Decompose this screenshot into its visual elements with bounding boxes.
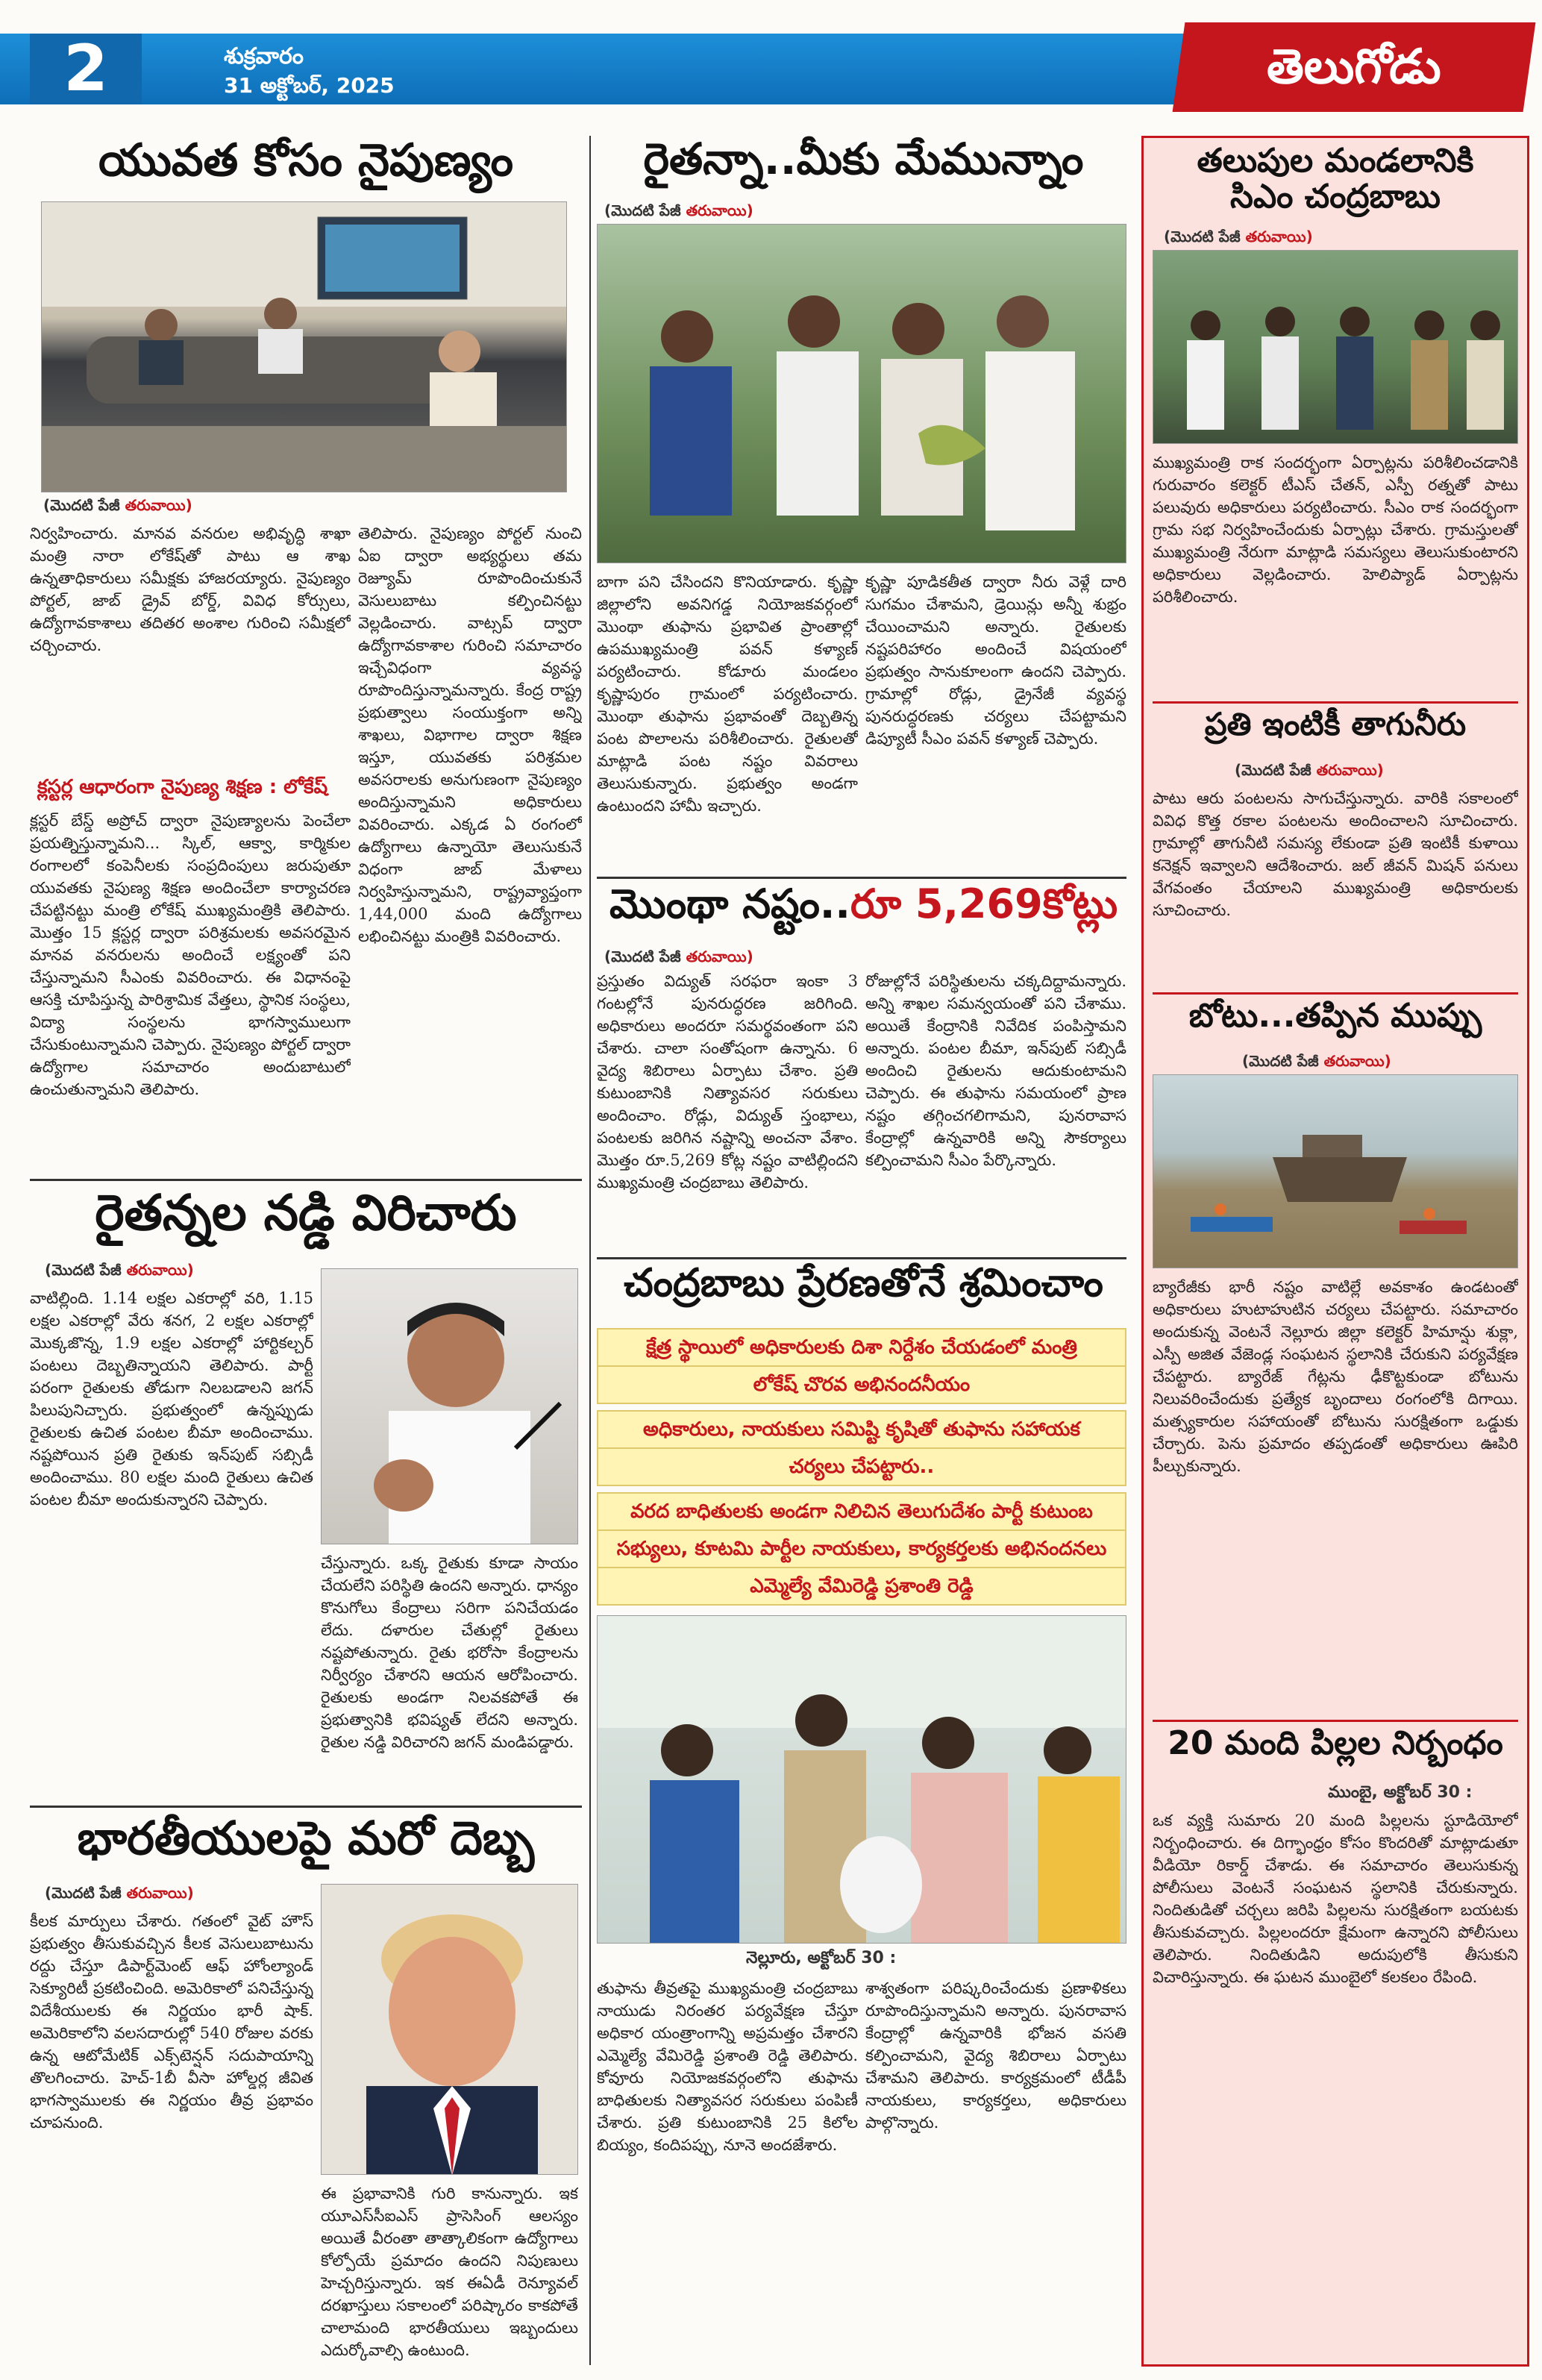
story2-body-part1: వాటిల్లింది. 1.14 లక్షల ఎకరాల్లో వరి, 1.15 లక్షల ఎకరాల్లో వేరు శనగ, 2 లక్షల ఎకరాల్లో మొక్కజొన్న, 1.9 లక్షల ఎకరాల్లో హార్టికల్చర్ పంటలు దెబ్బతిన్నాయని తెలిపారు. పార్టీ పరంగా రైతులకు తోడుగా నిలబడాలని జగన్ పిలుపునిచ్చారు. ప్రభుత్వంలో ఉన్నప్పుడు రైతులకు ఉచిత పంటల బీమా అందించాము. నష్టపోయిన ప్రతి రైతుకు ఇన్‌పుట్ సబ్సిడీ అందించాము. 80 లక్షల మంది రైతులు ఉచిత పంటల బీమా అందుకున్నారని చెప్పారు. <box>30 1289 313 1509</box>
story1-body-part1: నిర్వహించారు. మానవ వనరుల అభివృద్ధి శాఖా మంత్రి నారా లోకేష్‌తో పాటు ఆ శాఖ ఉన్నతాధికారులు సమీక్షకు హాజరయ్యారు. నైపుణ్యం పోర్టల్, జాబ్ డ్రైవ్ బోర్డ్, వివిధ కోర్సులు, ఉద్యోగావకాశాలు తదితర అంశాల గురించి సమీక్షలో చర్చించారు. <box>30 524 351 654</box>
sidebar-story4-body: ఒక వ్యక్తి సుమారు 20 మంది పిల్లలను స్టూడియోలో నిర్బంధించారు. ఈ దిగ్భాంధ్రం కోసం కొందరితో మాట్లాడుతూ వీడియో రికార్డ్ చేశాడు. ఈ సమాచారం తెలుసుకున్న పోలీసులు వెంటనే సంఘటన స్థలానికి చేరుకున్నారు. నిందితుడితో చర్చలు జరిపి పిల్లలను సురక్షితంగా బయటకు తీసుకువచ్చారు. పిల్లలందరూ క్షేమంగా ఉన్నారని పోలీసులు తెలిపారు. నిందితుడిని అదుపులోకి తీసుకుని విచారిస్తున్నారు. ఈ ఘటన ముంబైలో కలకలం రేపింది. <box>1153 1811 1518 1986</box>
divider <box>1153 1720 1518 1722</box>
story3-body-part2: ఈ ప్రభావానికి గురి కానున్నారు. ఇక యూఎస్‌సీఐఎస్ ప్రాసెసింగ్ ఆలస్యం అయితే వీరంతా తాత్కాలికంగా ఉద్యోగాలు కోల్పోయే ప్రమాదం ఉందని నిపుణులు హెచ్చరిస్తున్నారు. ఇక ఈఏడీ రెన్యూవల్ దరఖాస్తులు సకాలంలో పరిష్కారం కాకపోతే చాలామంది భారతీయులు ఇబ్బందులు ఎదుర్కోవాల్సి ఉంటుంది. <box>321 2185 578 2359</box>
story2-headline: రైతన్నల నడ్డి విరిచారు <box>95 1186 517 1241</box>
story6-body-part1: తుఫాను తీవ్రతపై ముఖ్యమంత్రి చంద్రబాబు నాయుడు నిరంతర పర్యవేక్షణ చేస్తూ అధికార యంత్రాంగాన్ని అప్రమత్తం చేశారని ఎమ్మెల్యే వేమిరెడ్డి ప్రశాంతి రెడ్డి తెలిపారు. కోవూరు నియోజకవర్గంలోని తుఫాను బాధితులకు నిత్యావసర సరుకులు పంపిణీ చేశారు. ప్రతి కుటుంబానికి 25 కిలోల బియ్యం, కందిపప్పు, నూనె అందజేశారు. <box>597 1979 858 2154</box>
sidebar-story2-body: పాటు ఆరు పంటలను సాగుచేస్తున్నారు. వారికి సకాలంలో వివిధ కొత్త రకాల పంటలను అందించాలని సూచించారు. గ్రామాల్లో తాగునీటి సమస్య లేకుండా ప్రతి ఇంటికీ కుళాయి కనెక్షన్ ఇవ్వాలని ఆదేశించారు. జల్ జీవన్ మిషన్ పనులు వేగవంతం చేయాలని ముఖ్యమంత్రి అధికారులకు సూచించారు. <box>1153 789 1518 919</box>
story6-banner-line2: లోకేష్ చొరవ అభినందనీయం <box>597 1365 1126 1404</box>
story1-body-part3: తెలిపారు. నైపుణ్యం పోర్టల్ నుంచి ఏఐ ద్వారా అభ్యర్థులు తమ రెజ్యూమ్ రూపొందించుకునే వెసులుబాటు కల్పించినట్టు వెల్లడించారు. వాట్సప్ ద్వారా ఉద్యోగావకాశాల గురించి సమాచారం ఇచ్చేవిధంగా వ్యవస్థ రూపొందిస్తున్నామన్నారు. కేంద్ర రాష్ట్ర ప్రభుత్వాలు సంయుక్తంగా అన్ని శాఖలు, విభాగాల ద్వారా శిక్షణ ఇస్తూ, యువతకు పరిశ్రమల అవసరాలకు అనుగుణంగా నైపుణ్యం అందిస్తున్నామని అధికారులు వివరించారు. ఎక్కడ ఏ రంగంలో ఉద్యోగాలు ఉన్నాయో తెలుసుకునే విధంగా జాబ్ మేళాలు నిర్వహిస్తున్నామని, రాష్ట్రవ్యాప్తంగా 1,44,000 మంది ఉద్యోగాలు లభించినట్టు మంత్రికి వివరించారు. <box>358 524 582 945</box>
sidebar-story4-headline: 20 మంది పిల్లల నిర్బంధం <box>1168 1726 1503 1762</box>
story6-banner-line5: వరద బాధితులకు అండగా నిలిచిన తెలుగుదేశం పార్టీ కుటుంబ <box>597 1492 1126 1531</box>
sidebar-story2-headline-wrap <box>1153 707 1518 760</box>
sidebar-story2-headline: ప్రతి ఇంటికీ తాగునీరు <box>1204 707 1467 742</box>
story4-body-part1: బాగా పని చేసిందని కొనియాడారు. కృష్ణా జిల్లాలోని అవనిగడ్డ నియోజకవర్గంలో మొంథా తుఫాను ప్రభావిత ప్రాంతాల్లో ఉపముఖ్యమంత్రి పవన్ కళ్యాణ్ పర్యటించారు. కోడూరు మండలం కృష్ణాపురం గ్రామంలో పర్యటించారు. మొంథా తుఫాను ప్రభావంతో దెబ్బతిన్న పంట పొలాలను పరిశీలించారు. రైతులతో మాట్లాడి పంట నష్టం వివరాలు తెలుసుకున్నారు. ప్రభుత్వం అండగా ఉంటుందని హామీ ఇచ్చారు. <box>597 573 858 815</box>
sidebar-story1-body: ముఖ్యమంత్రి రాక సందర్భంగా ఏర్పాట్లను పరిశీలించడానికి గురువారం కలెక్టర్ టీఎస్ చేతన్, ఎస్పీ రత్నతో పాటు పలువురు అధికారులు పర్యటించారు. సీఎం రాక సందర్భంగా గ్రామ సభ నిర్వహించేందుకు ఏర్పాట్లు చేశారు. గ్రామస్తులతో ముఖ్యమంత్రి నేరుగా మాట్లాడి సమస్యలు తెలుసుకుంటారని అధికారులు వెల్లడించారు. హెలిప్యాడ్ ఏర్పాట్లను పరిశీలించారు. <box>1153 454 1518 606</box>
story6-banner-line3: అధికారులు, నాయకులు సమిష్టి కృషితో తుఫాను సహాయక <box>597 1410 1126 1449</box>
sidebar-story3-headline: బోటు...తప్పిన ముప్పు <box>1188 998 1482 1035</box>
divider <box>30 1179 582 1181</box>
sidebar-story1-photo <box>1153 250 1518 444</box>
story4-headline: రైతన్నా..మీకు మేమున్నాం <box>643 136 1084 184</box>
story5-body-part2: రోజుల్లోనే పరిస్థితులను చక్కదిద్దామన్నారు. అన్ని శాఖల సమన్వయంతో పని చేశాము. అయితే కేంద్రానికి నివేదిక పంపిస్తామని అన్నారు. పంటల బీమా, ఇన్‌పుట్ సబ్సిడీ అందించి రైతులను ఆదుకుంటామని చెప్పారు. ఈ తుఫాను సమయంలో ప్రాణ నష్టం తగ్గించగలిగామని, పునరావాస కేంద్రాల్లో ఉన్నవారికి అన్ని సౌకర్యాలు కల్పించామని సీఎం పేర్కొన్నారు. <box>865 972 1126 1169</box>
story2-byline: (మొదటి పేజీ తరువాయి) <box>45 1261 194 1279</box>
story3-headline: భారతీయులపై మరో దెబ్బ <box>77 1813 535 1865</box>
story2-headline-wrap <box>30 1186 582 1253</box>
header-day: శుక్రవారం <box>224 43 304 69</box>
story4-field-photo <box>597 224 1126 563</box>
story1-subhead: క్లస్టర్ల ఆధారంగా నైపుణ్య శిక్షణ : లోకేష్ <box>37 776 328 798</box>
story6-distribution-photo <box>597 1615 1126 1944</box>
sidebar-story1-headline-wrap <box>1153 143 1518 225</box>
story5-headline-wrap <box>597 882 1130 942</box>
story5-headline-amount: రూ 5,269కోట్లు <box>850 882 1118 927</box>
story5-headline-main: మొంథా నష్టం.. <box>609 882 850 927</box>
sidebar-story3-headline-wrap <box>1153 998 1518 1050</box>
story4-headline-wrap <box>597 136 1130 195</box>
story6-dateline: నెల్లూరు, అక్టోబర్ 30 : <box>746 1949 897 1967</box>
story1-meeting-photo <box>41 201 567 492</box>
divider <box>1153 992 1518 995</box>
story5-body-part1: ప్రస్తుతం విద్యుత్ సరఫరా ఇంకా 3 గంటల్లోనే పునరుద్ధరణ జరిగింది. అధికారులు అందరూ సమర్థవంతంగా పని చేశారు. చాలా సంతోషంగా ఉన్నాను. 6 వైద్య శిబిరాలు ఏర్పాటు చేశాం. ప్రతి కుటుంబానికి నిత్యావసర సరుకులు అందించాం. రోడ్లు, విద్యుత్ స్తంభాలు, పంటలకు జరిగిన నష్టాన్ని అంచనా వేశాం. మొత్తం రూ.5,269 కోట్ల నష్టం వాటిల్లిందని ముఖ్యమంత్రి చంద్రబాబు తెలిపారు. <box>597 972 858 1191</box>
masthead-logo: తెలుగోడు <box>1173 22 1536 112</box>
divider <box>30 1806 582 1808</box>
sidebar-story1-headline-l2: సిఎం చంద్రబాబు <box>1229 178 1441 216</box>
sidebar-story3-byline: (మొదటి పేజీ తరువాయి) <box>1242 1052 1391 1070</box>
divider <box>597 877 1126 879</box>
story3-body-part1: కీలక మార్పులు చేశారు. గతంలో వైట్ హౌస్ ప్రభుత్వం తీసుకువచ్చిన కీలక వెసులుబాటును రద్దు చేస్తూ డిపార్ట్‌మెంట్ ఆఫ్ హోంల్యాండ్ సెక్యూరిటీ ప్రకటించింది. అమెరికాలో పనిచేస్తున్న విదేశీయులకు ఈ నిర్ణయం భారీ షాక్. అమెరికాలోని వలసదారుల్లో 540 రోజుల వరకు ఉన్న ఆటోమేటిక్ ఎక్స్‌టెన్షన్ సదుపాయాన్ని తొలగించారు. హెచ్-1బీ వీసా హోల్డర్ల జీవిత భాగస్వాములకు ఈ నిర్ణయం తీవ్ర ప్రభావం చూపనుంది. <box>30 1912 313 2132</box>
story6-banner-line1: క్షేత్ర స్థాయిలో అధికారులకు దిశా నిర్దేశం చేయడంలో మంత్రి <box>597 1328 1126 1367</box>
story3-byline: (మొదటి పేజీ తరువాయి) <box>45 1884 194 1902</box>
sidebar-story3-boat-photo <box>1153 1074 1518 1268</box>
story6-banner-line7: ఎమ్మెల్యే వేమిరెడ్డి ప్రశాంతి రెడ్డి <box>597 1567 1126 1606</box>
story1-headline-wrap <box>30 136 582 195</box>
sidebar-story4-headline-wrap <box>1153 1726 1518 1778</box>
divider <box>1153 701 1518 704</box>
story4-byline: (మొదటి పేజీ తరువాయి) <box>604 201 753 219</box>
column-divider <box>589 136 591 2365</box>
sidebar-story1-byline: (మొదటి పేజీ తరువాయి) <box>1164 228 1313 245</box>
story6-headline: చంద్రబాబు ప్రేరణతోనే శ్రమించాం <box>624 1262 1103 1306</box>
divider <box>597 1257 1126 1259</box>
story1-byline: (మొదటి పేజీ తరువాయి) <box>43 496 192 514</box>
story6-banner-line4: చర్యలు చేపట్టారు.. <box>597 1447 1126 1486</box>
story3-headline-wrap <box>30 1813 582 1880</box>
story2-body-part2: చేస్తున్నారు. ఒక్క రైతుకు కూడా సాయం చేయలేని పరిస్థితి ఉందని అన్నారు. ధాన్యం కొనుగోలు కేంద్రాలు సరిగా పనిచేయడం లేదు. దళారుల చేతుల్లో రైతులు నష్టపోతున్నారు. రైతు భరోసా కేంద్రాలను నిర్వీర్యం చేశారని ఆయన ఆరోపించారు. రైతులకు అండగా నిలవకపోతే ఈ ప్రభుత్వానికి భవిష్యత్ లేదని అన్నారు. రైతుల నడ్డి విరిచారని జగన్ మండిపడ్డారు. <box>321 1554 578 1751</box>
header-band <box>0 34 1209 104</box>
story2-jagan-photo <box>321 1268 578 1544</box>
story6-body-part2: శాశ్వతంగా పరిష్కరించేందుకు ప్రణాళికలు రూపొందిస్తున్నామని అన్నారు. పునరావాస కేంద్రాల్లో ఉన్నవారికి భోజన వసతి కల్పించామని, వైద్య శిబిరాలు ఏర్పాటు చేశామని తెలిపారు. కార్యక్రమంలో టీడీపీ నాయకులు, కార్యకర్తలు, అధికారులు పాల్గొన్నారు. <box>865 1979 1126 2132</box>
sidebar-story3-body: బ్యారేజీకు భారీ నష్టం వాటిల్లే అవకాశం ఉండటంతో అధికారులు హుటాహుటిన చర్యలు చేపట్టారు. సమాచారం అందుకున్న వెంటనే నెల్లూరు జిల్లా కలెక్టర్ హిమాన్షు శుక్లా, ఎస్పీ అజిత వేజెండ్ల సంఘటన స్థలానికి చేరుకుని పర్యవేక్షణ చేపట్టారు. బ్యారేజ్ గేట్లను ఢీకొట్టకుండా బోటును నిలువరించేందుకు ప్రత్యేక బృందాలు రంగంలోకి దిగాయి. మత్స్యకారుల సహాయంతో బోటును సురక్షితంగా ఒడ్డుకు చేర్చారు. పెను ప్రమాదం తప్పడంతో అధికారులు ఊపిరి పీల్చుకున్నారు. <box>1153 1278 1518 1475</box>
story6-headline-wrap <box>597 1262 1130 1322</box>
page-number: 2 <box>30 34 142 104</box>
story1-body-part2: క్లస్టర్ బేస్డ్ అప్రోచ్ ద్వారా నైపుణ్యాలను పెంచేలా ప్రయత్నిస్తున్నామని... స్కిల్, ఆక్వా, కార్మికుల రంగాలలో కంపెనీలకు సంప్రదింపులు జరుపుతూ యువతకు నైపుణ్య శిక్షణ అందించేలా కార్యాచరణ చేపట్టినట్టు మంత్రి లోకేష్ ముఖ్యమంత్రికి తెలిపారు. మొత్తం 15 క్లస్టర్ల ద్వారా పరిశ్రమలకు అవసరమైన మానవ వనరులను అందించే లక్ష్యంతో పని చేస్తున్నామని సీఎంకు వివరించారు. ఈ విధానంపై ఆసక్తి చూపిస్తున్న పారిశ్రామిక వేత్తలు, స్థానిక సంస్థలు, విద్యా సంస్థలను భాగస్వాములుగా చేసుకుంటున్నామని చెప్పారు. నైపుణ్యం పోర్టల్ ద్వారా ఉద్యోగాల సమాచారం అందుబాటులో ఉంచుతున్నామని తెలిపారు. <box>30 812 351 1098</box>
header-date: 31 అక్టోబర్, 2025 <box>224 73 395 98</box>
story3-trump-photo <box>321 1884 578 2175</box>
story1-headline: యువత కోసం నైపుణ్యం <box>98 136 514 187</box>
sidebar-story1-headline-l1: తలుపుల మండలానికి <box>1197 143 1474 180</box>
story5-byline: (మొదటి పేజీ తరువాయి) <box>604 948 753 965</box>
sidebar-story2-byline: (మొదటి పేజీ తరువాయి) <box>1235 761 1384 779</box>
page-header <box>0 0 1542 112</box>
story6-banner-line6: సభ్యులు, కూటమి పార్టీల నాయకులు, కార్యకర్తలకు అభినందనలు <box>597 1529 1126 1568</box>
sidebar-story4-dateline: ముంబై, అక్టోబర్ 30 : <box>1328 1783 1473 1802</box>
story4-body-part2: కృష్ణా పూడికతీత ద్వారా నీరు వెళ్లే దారి సుగమం చేశామని, డ్రెయిన్లు అన్నీ శుభ్రం చేయించామని అన్నారు. రైతులకు నష్టపరిహారం అందించే విషయంలో ప్రభుత్వం సానుకూలంగా ఉందని చెప్పారు. గ్రామాల్లో రోడ్లు, డ్రైనేజీ వ్యవస్థ పునరుద్ధరణకు చర్యలు చేపట్టామని డిప్యూటీ సీఎం పవన్ కళ్యాణ్ చెప్పారు. <box>865 573 1126 748</box>
